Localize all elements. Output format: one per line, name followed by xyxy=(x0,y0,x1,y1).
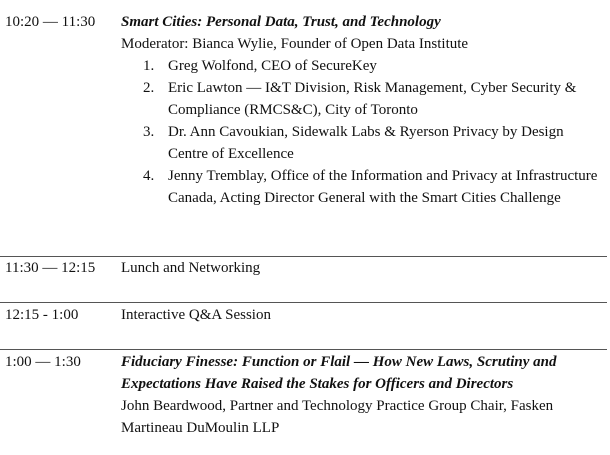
panelist-text: Dr. Ann Cavoukian, Sidewalk Labs & Ryerson Privacy by Design Centre of Excellence xyxy=(168,124,564,162)
panelist-item xyxy=(121,77,607,121)
session-title: Fiduciary Finesse: Function or Flail — How New Laws, Scrutiny and Expectations Have Raised the Stakes for Officers and Directors xyxy=(121,354,557,392)
row-divider xyxy=(0,302,607,303)
panelist-text: Greg Wolfond, CEO of SecureKey xyxy=(168,58,377,74)
session-content: Interactive Q&A Session xyxy=(121,307,271,323)
session-time: 10:20 — 11:30 xyxy=(5,14,96,30)
panelist-text: Jenny Tremblay, Office of the Information and Privacy at Infrastructure Canada, Acting Director General with the Smart Cities Challenge xyxy=(168,168,598,206)
session-content xyxy=(121,11,607,209)
row-divider xyxy=(0,349,607,350)
session-content: Lunch and Networking xyxy=(121,260,261,276)
session-speaker: John Beardwood, Partner and Technology Practice Group Chair, Fasken Martineau DuMoulin LLP xyxy=(121,398,554,436)
session-time: 1:00 — 1:30 xyxy=(5,354,81,370)
panelist-number: 1. xyxy=(143,58,155,74)
panelist-item xyxy=(121,165,607,209)
session-content xyxy=(121,351,607,439)
session-moderator: Moderator: Bianca Wylie, Founder of Open Data Institute xyxy=(121,36,469,52)
panelist-item xyxy=(121,55,607,77)
panelist-number: 2. xyxy=(143,80,155,96)
panelist-item xyxy=(121,121,607,165)
panelist-number: 3. xyxy=(143,124,155,140)
session-time: 11:30 — 12:15 xyxy=(5,260,96,276)
session-time: 12:15 - 1:00 xyxy=(5,307,79,323)
panelist-number: 4. xyxy=(143,168,155,184)
session-title: Smart Cities: Personal Data, Trust, and Technology xyxy=(121,14,441,30)
panelist-list xyxy=(121,55,607,209)
panelist-text: Eric Lawton — I&T Division, Risk Management, Cyber Security & Compliance (RMCS&C), City of Toronto xyxy=(168,80,577,118)
